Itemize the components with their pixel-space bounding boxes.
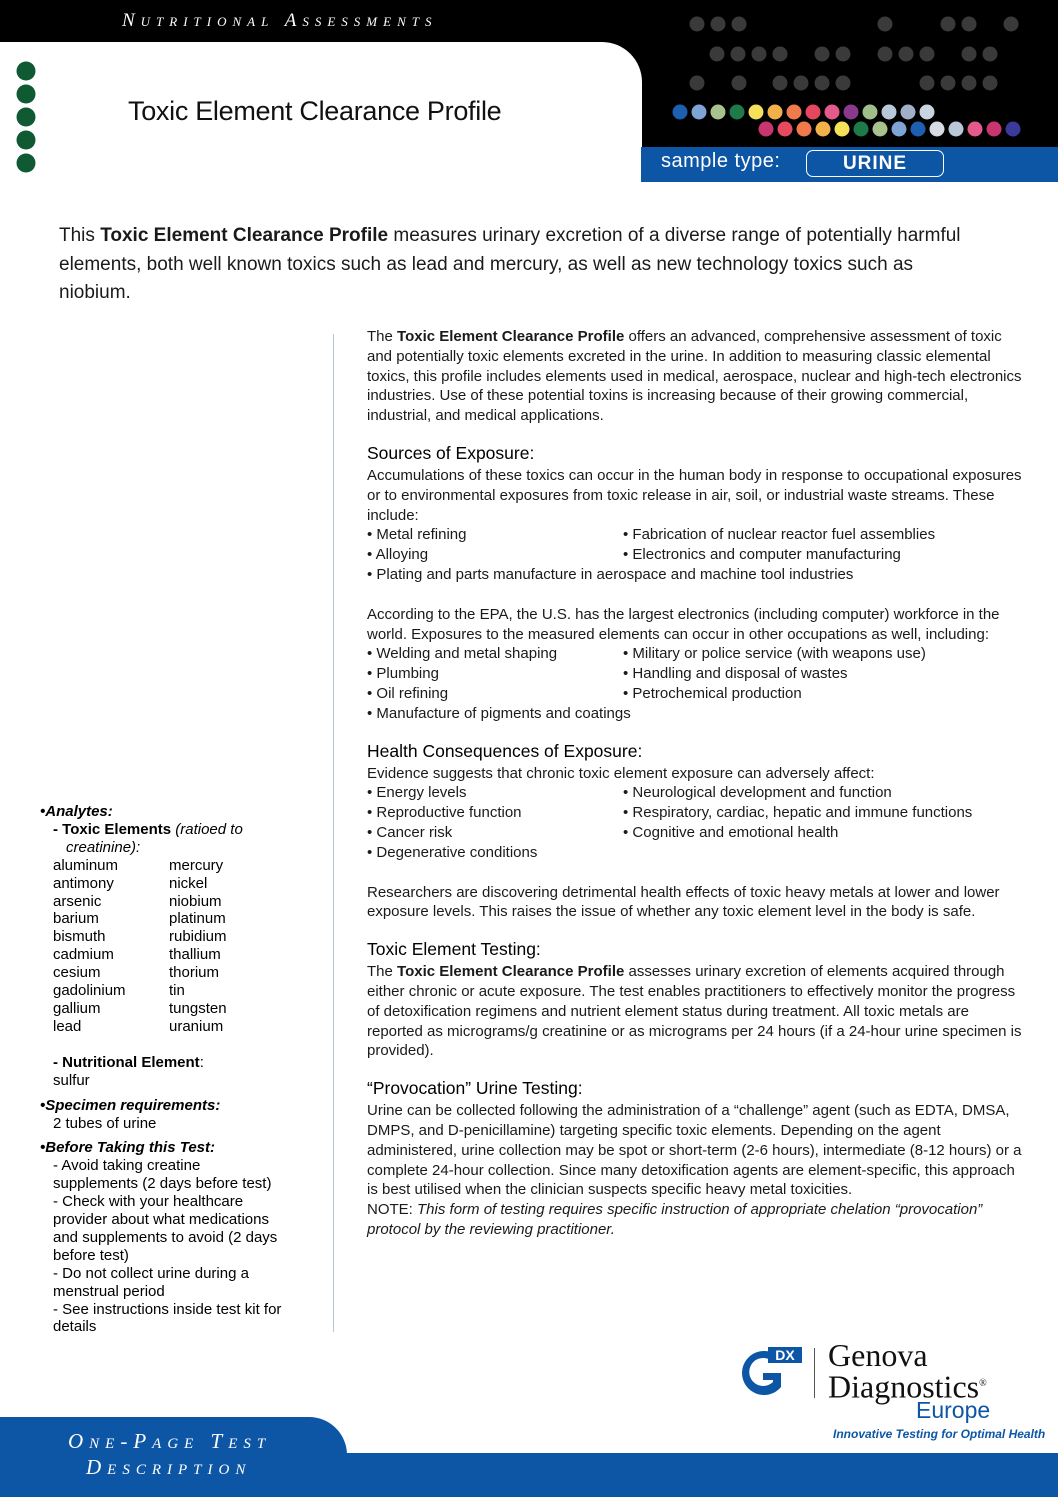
main-column [367,327,1027,1240]
column-divider [333,334,334,1332]
page-title: Toxic Element Clearance Profile [128,96,502,126]
list-item: • Cancer risk • Cognitive and emotional health [367,823,839,841]
list-item: before test) [53,1246,129,1264]
logo-mark-text: DX [775,1347,795,1363]
before-test-instructions [40,1157,332,1336]
dot-pattern-decoration [660,8,1058,140]
epa-text: According to the EPA, the U.S. has the largest electronics (including computer) workforce in the world. Exposures to the measured elements can occur in other occupations as well, including: [367,605,1000,643]
list-item: thorium [169,964,220,982]
green-dots-decoration [14,60,38,176]
list-item: • Alloying • Electronics and computer manufacturing [367,546,901,564]
list-item: cesium [53,964,101,982]
list-item: lead [53,1017,82,1035]
list-item: barium [53,910,99,928]
list-item: - Check with your healthcare [53,1193,244,1211]
testing-text: The Toxic Element Clearance Profile assesses urinary excretion of elements acquired through either chronic or acute exposure. The test enables practitioners to effectively monitor the progress of detoxification regimens and nutrient element status during treatment. All toxic metals are reported as micrograms/g creatinine or as micrograms per 24 hours (if a 24-hour urine specimen is provided). [367,963,1022,1060]
footer-caption: One-Page Test Description [68,1429,272,1479]
list-item: mercury [169,856,224,874]
list-item: - Avoid taking creatine [53,1157,201,1175]
logo-tagline: Innovative Testing for Optimal Health [833,1427,1046,1441]
list-item: - Do not collect urine during a [53,1264,249,1282]
list-item: menstrual period [53,1282,165,1300]
sample-type-value: URINE [806,150,944,177]
list-item: thallium [169,946,221,964]
sample-type-label: sample type: [661,150,781,172]
note-text: NOTE: This form of testing requires specific instruction of appropriate chelation “provocation” protocol by the reviewing practitioner. [367,1201,983,1238]
list-item: details [53,1318,97,1336]
list-item: tin [169,982,185,1000]
list-item: and supplements to avoid (2 days [53,1228,278,1246]
sources-heading: Sources of Exposure: [367,442,535,463]
intro-profile-name: Toxic Element Clearance Profile [100,225,389,246]
testing-heading: Toxic Element Testing: [367,939,541,960]
list-item: provider about what medications [53,1211,269,1229]
list-item: cadmium [53,946,114,964]
list-item: nickel [169,874,208,892]
list-item: gadolinium [53,982,126,1000]
toxic-elements-note: creatinine): [66,838,141,856]
list-item: antimony [53,874,114,892]
element-list [40,857,332,1036]
list-item: • Energy levels • Neurological development and function [367,784,892,802]
list-item: • Plating and parts manufacture in aerospace and machine tool industries [367,565,854,583]
list-item: gallium [53,999,101,1017]
list-item: aluminum [53,856,119,874]
before-test-heading: •Before Taking this Test: [40,1139,215,1157]
sidebar-info [40,803,332,1336]
list-item: supplements (2 days before test) [53,1175,272,1193]
genova-logo-icon [733,1345,805,1401]
list-item: uranium [169,1017,224,1035]
intro-paragraph: This Toxic Element Clearance Profile measures urinary excretion of a diverse range of potentially harmful elements, both well known toxics such as lead and mercury, as well as new technology toxics such as niobium. [59,225,961,303]
nutritional-element-label: - Nutritional Element: [53,1053,204,1071]
list-item: arsenic [53,892,102,910]
health-text: Evidence suggests that chronic toxic element exposure can adversely affect: [367,764,875,782]
health-heading: Health Consequences of Exposure: [367,740,643,761]
list-item: • Oil refining • Petrochemical production [367,684,802,702]
logo-europe: Europe [916,1397,991,1423]
header-kicker: Nutritional Assessments [122,10,438,31]
provocation-text: Urine can be collected following the administration of a “challenge” agent (such as EDTA, DMSA, DMPS, and D-penicillamine) targeting specific toxic elements. Depending on the agent administered, urine collection may be spot or short-term (2-6 hours), intermediate (8-12 hours) or a complete 24-hour collection. Since many detoxification agents are element-specific, this approach is best utilised when the clinician suspects specific heavy metal toxicities. [367,1102,1022,1199]
list-item: • Manufacture of pigments and coatings [367,704,631,722]
list-item: bismuth [53,928,106,946]
logo-diagnostics: Diagnostics® [828,1368,987,1405]
list-item: rubidium [169,928,227,946]
list-item: niobium [169,892,222,910]
logo-genova: Genova [828,1337,928,1373]
list-item: - See instructions inside test kit for [53,1300,282,1318]
overview-paragraph: The Toxic Element Clearance Profile offers an advanced, comprehensive assessment of toxic and potentially toxic elements excreted in the urine. In addition to measuring classic elemental toxics, this profile includes elements used in medical, aerospace, nuclear and high-tech electronics industries. Use of these potential toxins is increasing because of their growing commercial, industrial, and medical applications. [367,328,1022,425]
list-item: platinum [169,910,226,928]
element-column-1 [53,857,169,1036]
provocation-heading: “Provocation” Urine Testing: [367,1078,583,1099]
specimen-heading: •Specimen requirements: [40,1096,221,1114]
logo-divider [814,1348,815,1398]
element-column-2 [169,857,285,1036]
sources-text: Accumulations of these toxics can occur in the human body in response to occupational exposures or to environmental exposures from toxic release in air, soil, or industrial waste streams. These include: [367,466,1022,524]
list-item: • Plumbing • Handling and disposal of wastes [367,665,848,683]
research-text: Researchers are discovering detrimental health effects of toxic heavy metals at lower and lower exposure levels. This raises the issue of whether any toxic element level in the body is safe. [367,883,1000,921]
specimen-value: 2 tubes of urine [53,1114,157,1132]
list-item: • Reproductive function • Respiratory, cardiac, hepatic and immune functions [367,804,973,822]
list-item: • Metal refining • Fabrication of nuclear reactor fuel assemblies [367,526,936,544]
list-item: tungsten [169,999,227,1017]
list-item: • Welding and metal shaping • Military or police service (with weapons use) [367,645,926,663]
analytes-heading: •Analytes: [40,803,113,820]
toxic-elements-label: - Toxic Elements (ratioed to [53,820,243,838]
list-item: • Degenerative conditions [367,843,538,861]
nutritional-element-value: sulfur [53,1071,90,1089]
